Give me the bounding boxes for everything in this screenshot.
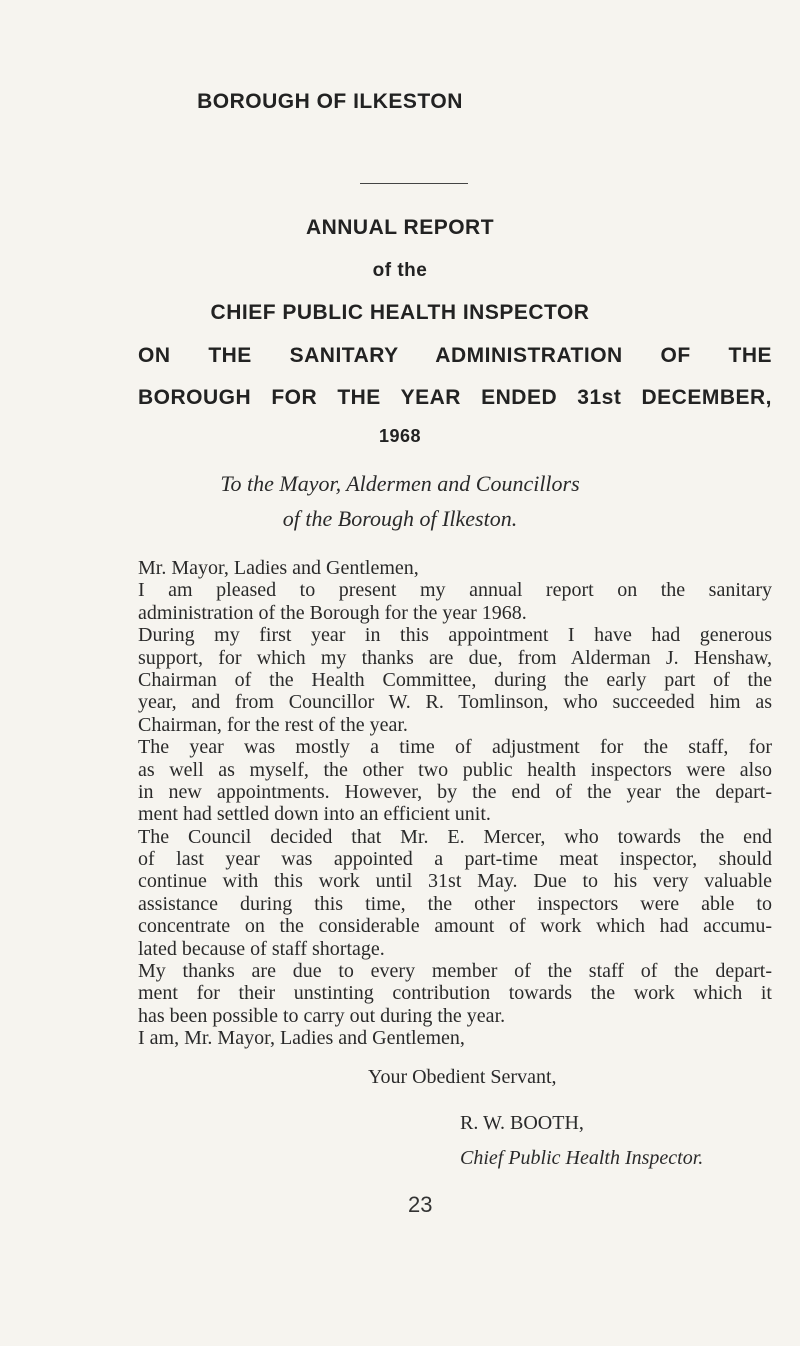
paragraph-line: Chairman, for the rest of the year. bbox=[138, 713, 408, 736]
document-heading: BOROUGH OF ILKESTON bbox=[197, 90, 463, 113]
paragraph-line: as well as myself, the other two public health inspectors were also bbox=[138, 758, 772, 781]
report-title: ANNUAL REPORT bbox=[305, 216, 495, 239]
paragraph-line: administration of the Borough for the year 1968. bbox=[138, 601, 527, 624]
paragraph bbox=[138, 960, 772, 1027]
paragraph-line: in new appointments. However, by the end of the year the depart- bbox=[138, 780, 772, 803]
paragraph bbox=[138, 579, 772, 624]
paragraph-line: year, and from Councillor W. R. Tomlinson, who succeeded him as bbox=[138, 691, 772, 714]
paragraph bbox=[138, 736, 772, 826]
paragraph-line: I am pleased to present my annual report on the sanitary bbox=[138, 579, 772, 602]
paragraph-line: My thanks are due to every member of the staff of the depart- bbox=[138, 960, 772, 983]
report-subtitle-line2: ON THE SANITARY ADMINISTRATION OF THE bbox=[138, 344, 772, 367]
paragraph-line: has been possible to carry out during the year. bbox=[138, 1004, 506, 1027]
paragraph-line: support, for which my thanks are due, from Alderman J. Henshaw, bbox=[138, 646, 772, 669]
paragraph-line: continue with this work until 31st May. Due to his very valuable bbox=[138, 870, 772, 893]
report-subtitle: CHIEF PUBLIC HEALTH INSPECTOR bbox=[210, 301, 590, 324]
paragraph-line: I am, Mr. Mayor, Ladies and Gentlemen, bbox=[138, 1027, 465, 1050]
report-year: 1968 bbox=[378, 426, 422, 446]
paragraph-line: During my first year in this appointment I have had generous bbox=[138, 624, 772, 647]
closing: Your Obedient Servant, bbox=[368, 1066, 557, 1088]
paragraph-line: Mr. Mayor, Ladies and Gentlemen, bbox=[138, 557, 419, 579]
paragraph bbox=[138, 624, 772, 736]
paragraph-line: ment had settled down into an efficient unit. bbox=[138, 803, 491, 826]
paragraph-line: Chairman of the Health Committee, during the early part of the bbox=[138, 668, 772, 691]
paragraph-line: lated because of staff shortage. bbox=[138, 937, 385, 960]
letter-body bbox=[138, 557, 772, 1050]
paragraph bbox=[138, 826, 772, 960]
paragraph-line: of last year was appointed a part-time meat inspector, should bbox=[138, 848, 772, 871]
paragraph bbox=[138, 1027, 772, 1049]
paragraph-line: The year was mostly a time of adjustment for the staff, for bbox=[138, 736, 772, 759]
report-subtitle-line3: BOROUGH FOR THE YEAR ENDED 31st DECEMBER, bbox=[138, 386, 772, 409]
of-the-text: of the bbox=[372, 260, 428, 281]
signatory-title: Chief Public Health Inspector. bbox=[460, 1147, 704, 1169]
signatory-name: R. W. BOOTH, bbox=[460, 1112, 584, 1134]
address-line-2: of the Borough of Ilkeston. bbox=[282, 506, 518, 531]
paragraph bbox=[138, 557, 772, 579]
paragraph-line: assistance during this time, the other inspectors were able to bbox=[138, 892, 772, 915]
paragraph-line: The Council decided that Mr. E. Mercer, who towards the end bbox=[138, 825, 772, 848]
paragraph-line: concentrate on the considerable amount of work which had accumu- bbox=[138, 915, 772, 938]
divider-rule bbox=[360, 183, 468, 184]
page-number: 23 bbox=[408, 1192, 433, 1217]
address-line-1: To the Mayor, Aldermen and Councillors bbox=[220, 471, 580, 496]
paragraph-line: ment for their unstinting contribution towards the work which it bbox=[138, 982, 772, 1005]
